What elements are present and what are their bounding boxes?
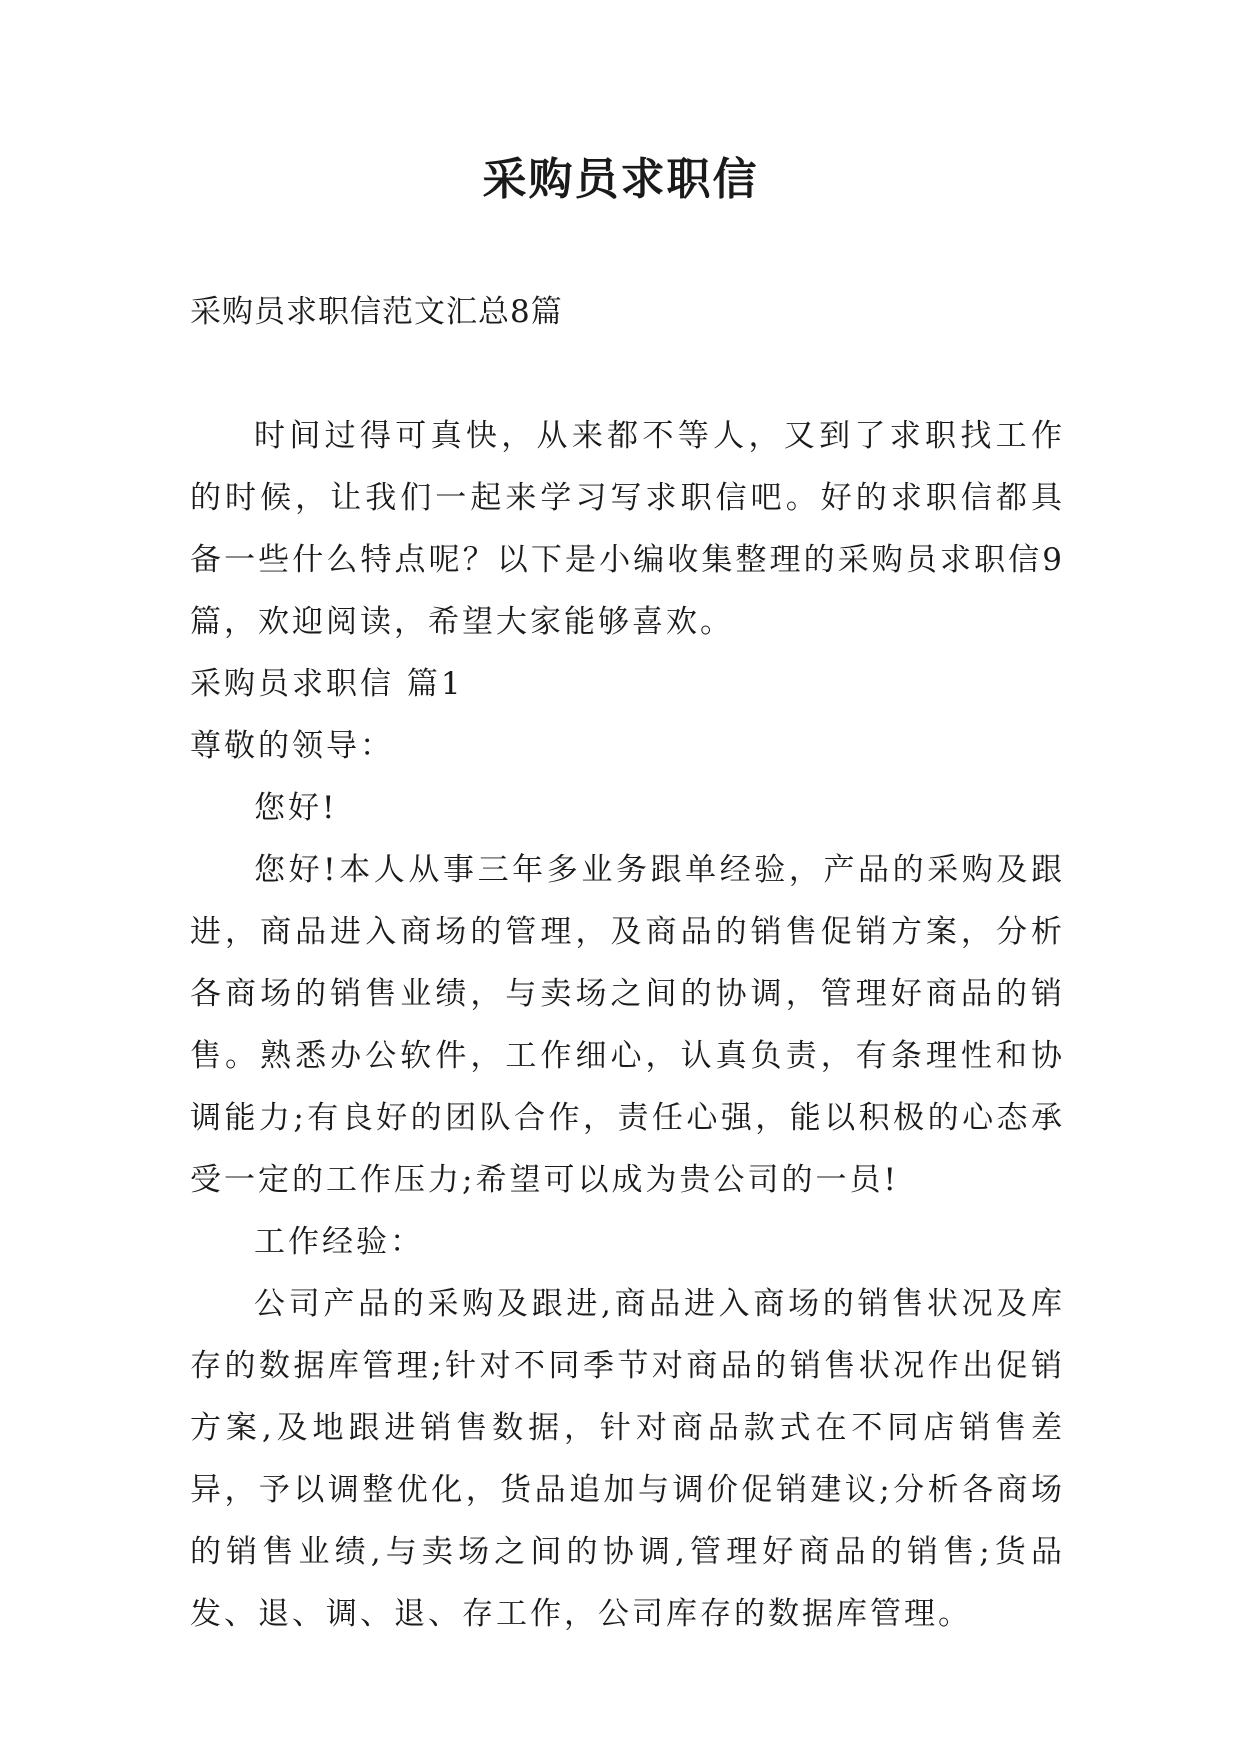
document-subtitle: 采购员求职信范文汇总8篇 xyxy=(190,294,563,330)
self-introduction-paragraph: 您好!本人从事三年多业务跟单经验，产品的采购及跟进，商品进入商场的管理，及商品的销售促销方案，分析各商场的销售业绩，与卖场之间的协调，管理好商品的销售。熟悉办公软件，工作细心，认真负责，有条理性和协调能力;有良好的团队合作，责任心强，能以积极的心态承受一定的工作压力;希望可以成为贵公司的一员! xyxy=(190,852,1065,1198)
document-body xyxy=(190,405,1065,1645)
salutation: 尊敬的领导： xyxy=(190,728,394,764)
greeting: 您好! xyxy=(254,790,338,826)
section-heading: 采购员求职信 篇1 xyxy=(190,666,464,702)
intro-paragraph: 时间过得可真快，从来都不等人，又到了求职找工作的时候，让我们一起来学习写求职信吧。好的求职信都具备一些什么特点呢？以下是小编收集整理的采购员求职信9篇，欢迎阅读，希望大家能够喜欢。 xyxy=(190,418,1065,640)
document-title: 采购员求职信 xyxy=(482,154,759,205)
work-experience-paragraph: 公司产品的采购及跟进,商品进入商场的销售状况及库存的数据库管理;针对不同季节对商品的销售状况作出促销方案,及地跟进销售数据，针对商品款式在不同店销售差异，予以调整优化，货品追加与调价促销建议;分析各商场的销售业绩,与卖场之间的协调,管理好商品的销售;货品发、退、调、退、存工作，公司库存的数据库管理。 xyxy=(190,1286,1065,1632)
work-experience-heading: 工作经验： xyxy=(254,1224,424,1260)
